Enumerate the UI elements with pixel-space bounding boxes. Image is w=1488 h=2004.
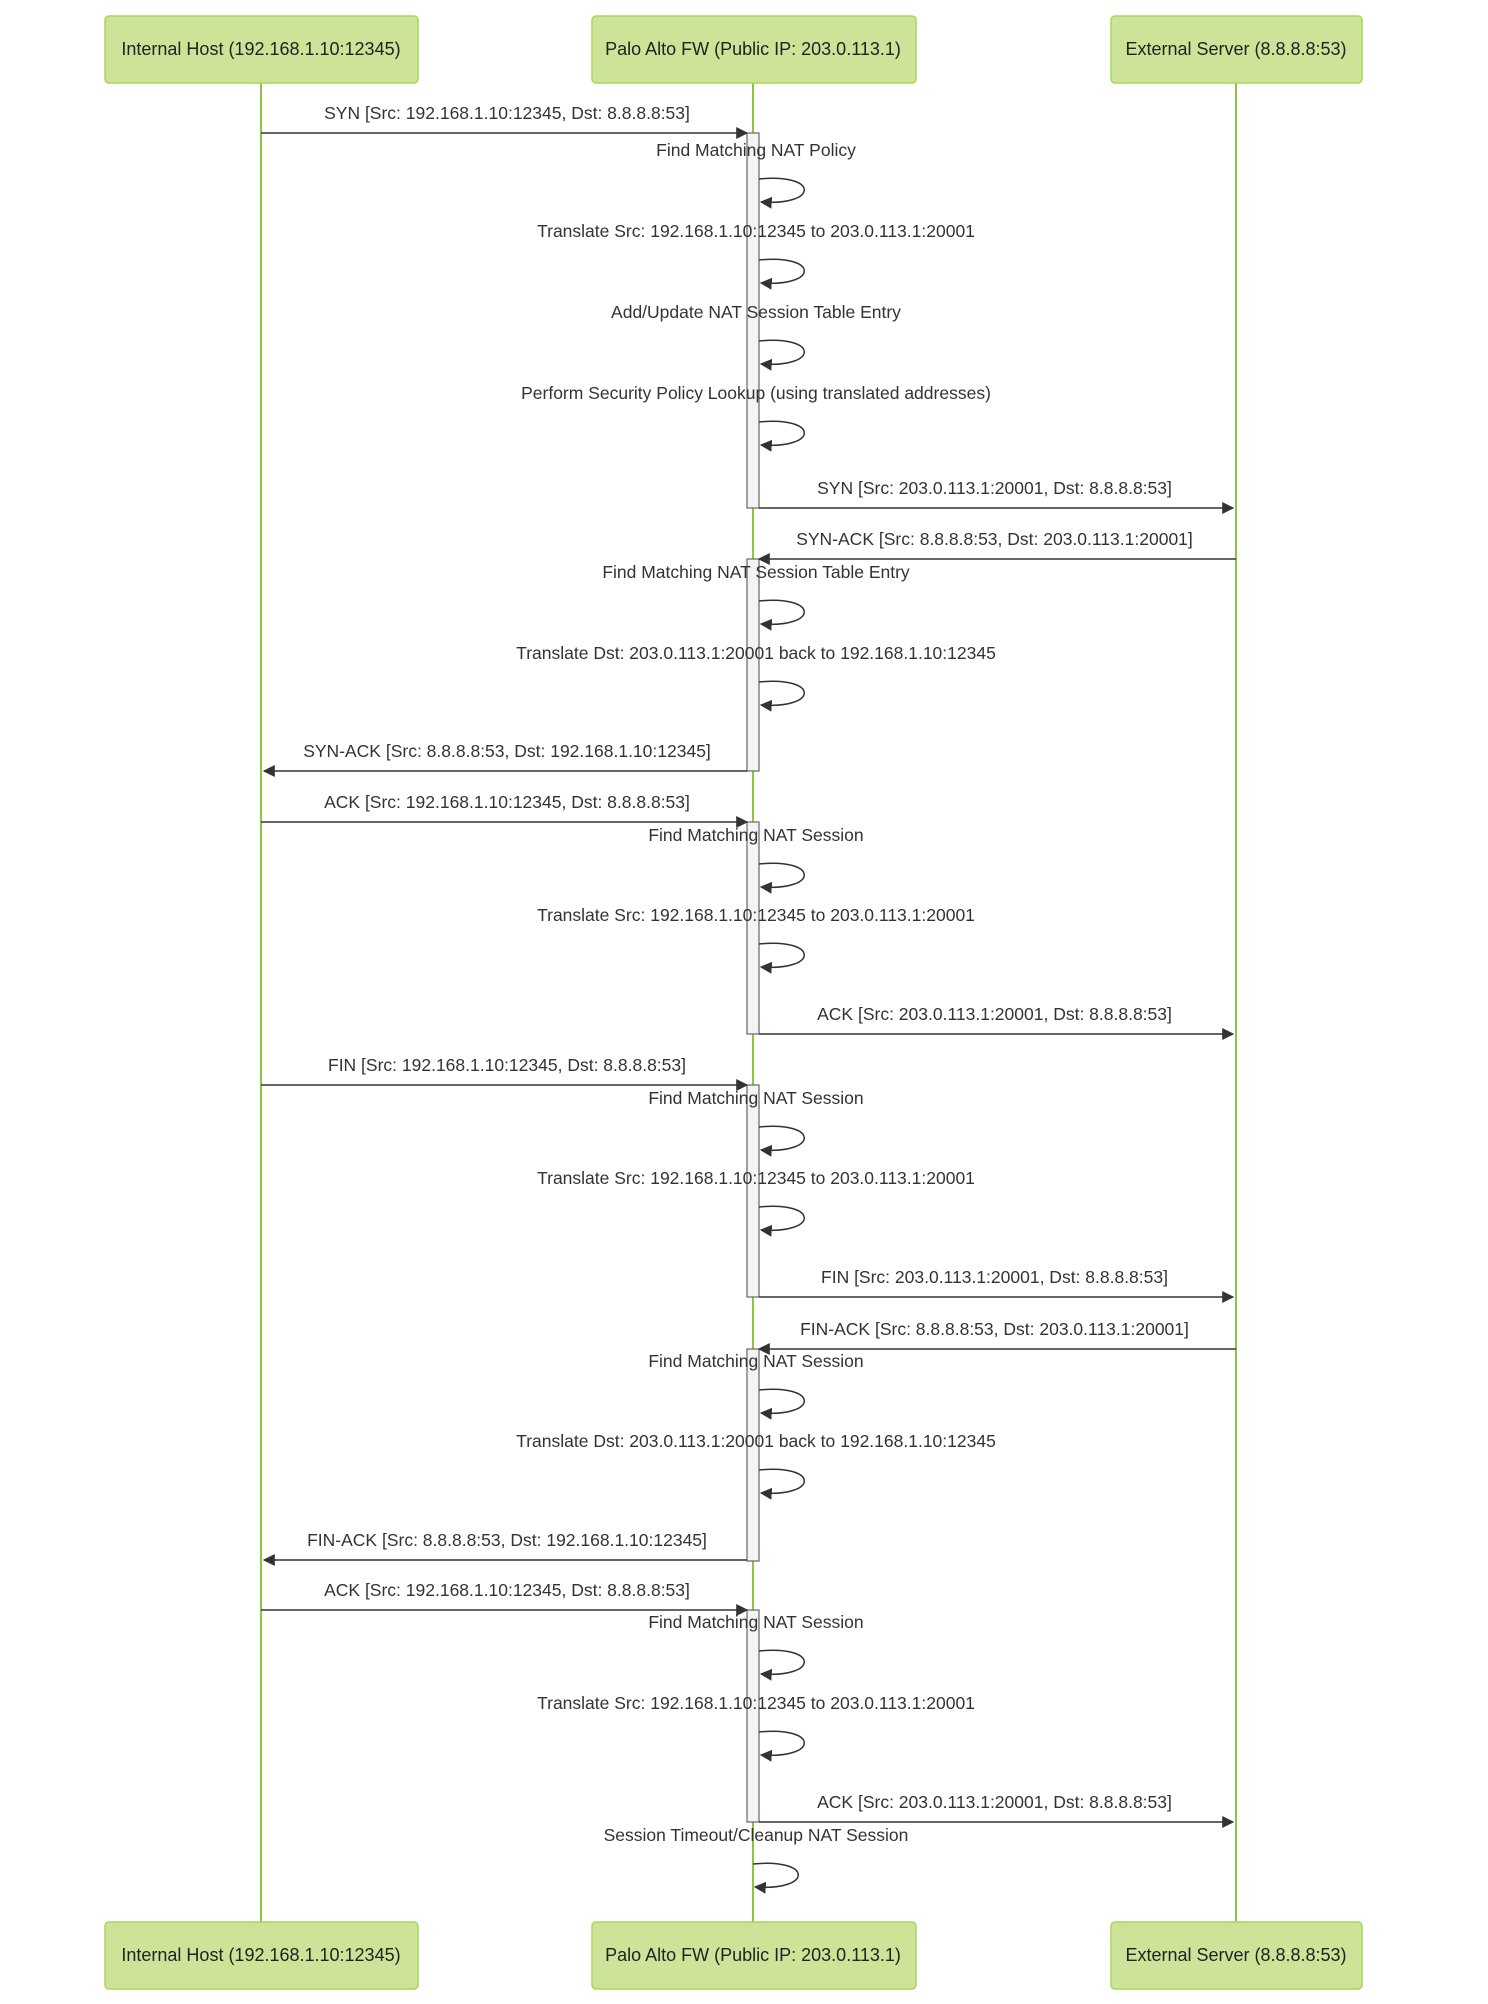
activation-bar-ack xyxy=(747,822,759,1034)
self-message-loop xyxy=(759,1389,804,1413)
message-label: Translate Src: 192.168.1.10:12345 to 203.0.113.1:20001 xyxy=(537,905,975,925)
self-message-loop xyxy=(759,1206,804,1230)
actor-internal-host-top xyxy=(105,16,418,83)
activation-bar-final-ack xyxy=(747,1610,759,1822)
actor-label: External Server (8.8.8.8:53) xyxy=(1125,1944,1347,1965)
message xyxy=(759,1319,1236,1349)
message xyxy=(261,1055,747,1085)
message xyxy=(604,1825,909,1887)
message-label: Add/Update NAT Session Table Entry xyxy=(611,302,901,322)
message xyxy=(759,1004,1233,1034)
self-message-loop xyxy=(759,1469,804,1493)
message-label: Translate Src: 192.168.1.10:12345 to 203.0.113.1:20001 xyxy=(537,1693,975,1713)
activation-bar-syn-ack xyxy=(747,559,759,771)
message-label: Find Matching NAT Session xyxy=(648,825,864,845)
message xyxy=(261,103,747,133)
message-label: Find Matching NAT Policy xyxy=(656,140,856,160)
message xyxy=(759,1267,1233,1297)
self-message-loop xyxy=(759,178,804,202)
actor-palo-alto-fw-top xyxy=(592,16,916,83)
message-label: Translate Dst: 203.0.113.1:20001 back to 192.168.1.10:12345 xyxy=(516,1431,996,1451)
message-label: Session Timeout/Cleanup NAT Session xyxy=(603,1825,909,1845)
message-label: ACK [Src: 203.0.113.1:20001, Dst: 8.8.8.8:53] xyxy=(817,1004,1172,1024)
message-label: SYN-ACK [Src: 8.8.8.8:53, Dst: 192.168.1.10:12345] xyxy=(303,741,711,761)
actor-label: Palo Alto FW (Public IP: 203.0.113.1) xyxy=(605,38,901,59)
message-label: Translate Src: 192.168.1.10:12345 to 203.0.113.1:20001 xyxy=(537,1168,975,1188)
actor-external-server-top xyxy=(1111,16,1362,83)
message-label: ACK [Src: 203.0.113.1:20001, Dst: 8.8.8.8:53] xyxy=(817,1792,1172,1812)
actor-label: Palo Alto FW (Public IP: 203.0.113.1) xyxy=(605,1944,901,1965)
message-label: FIN [Src: 192.168.1.10:12345, Dst: 8.8.8.8:53] xyxy=(328,1055,686,1075)
self-message-loop xyxy=(759,259,804,283)
message-label: Find Matching NAT Session xyxy=(648,1088,864,1108)
message-label: Translate Src: 192.168.1.10:12345 to 203.0.113.1:20001 xyxy=(537,221,975,241)
self-message-loop xyxy=(759,1731,804,1755)
message-label: ACK [Src: 192.168.1.10:12345, Dst: 8.8.8.8:53] xyxy=(324,792,690,812)
message xyxy=(759,529,1236,559)
message-label: Translate Dst: 203.0.113.1:20001 back to 192.168.1.10:12345 xyxy=(516,643,996,663)
message xyxy=(759,478,1233,508)
message xyxy=(264,741,747,771)
self-message-loop xyxy=(759,943,804,967)
message xyxy=(759,1792,1233,1822)
message-label: FIN-ACK [Src: 8.8.8.8:53, Dst: 192.168.1.10:12345] xyxy=(307,1530,707,1550)
message-label: SYN [Src: 192.168.1.10:12345, Dst: 8.8.8.8:53] xyxy=(324,103,690,123)
self-message-loop xyxy=(759,340,804,364)
actor-palo-alto-fw-bottom xyxy=(592,1922,916,1989)
message-label: SYN-ACK [Src: 8.8.8.8:53, Dst: 203.0.113.1:20001] xyxy=(796,529,1193,549)
message-label: SYN [Src: 203.0.113.1:20001, Dst: 8.8.8.8:53] xyxy=(817,478,1172,498)
self-message-loop xyxy=(759,600,804,624)
self-message-loop xyxy=(759,421,804,445)
activation-bar-fin-ack xyxy=(747,1349,759,1561)
message xyxy=(261,1580,747,1610)
actor-external-server-bottom xyxy=(1111,1922,1362,1989)
message-label: Find Matching NAT Session xyxy=(648,1351,864,1371)
self-message-loop xyxy=(759,681,804,705)
self-message-loop xyxy=(759,1126,804,1150)
actor-internal-host-bottom xyxy=(105,1922,418,1989)
message-label: FIN [Src: 203.0.113.1:20001, Dst: 8.8.8.8:53] xyxy=(821,1267,1168,1287)
self-message-loop xyxy=(759,863,804,887)
message-label: Find Matching NAT Session Table Entry xyxy=(602,562,910,582)
self-message-loop xyxy=(753,1863,798,1887)
activation-bar-fin xyxy=(747,1085,759,1297)
message xyxy=(264,1530,747,1560)
actor-label: Internal Host (192.168.1.10:12345) xyxy=(121,38,401,59)
message-label: Perform Security Policy Lookup (using translated addresses) xyxy=(521,383,991,403)
self-message-loop xyxy=(759,1650,804,1674)
message-label: ACK [Src: 192.168.1.10:12345, Dst: 8.8.8.8:53] xyxy=(324,1580,690,1600)
actor-label: Internal Host (192.168.1.10:12345) xyxy=(121,1944,401,1965)
message xyxy=(261,792,747,822)
actor-label: External Server (8.8.8.8:53) xyxy=(1125,38,1347,59)
message-label: Find Matching NAT Session xyxy=(648,1612,864,1632)
message-label: FIN-ACK [Src: 8.8.8.8:53, Dst: 203.0.113.1:20001] xyxy=(800,1319,1189,1339)
